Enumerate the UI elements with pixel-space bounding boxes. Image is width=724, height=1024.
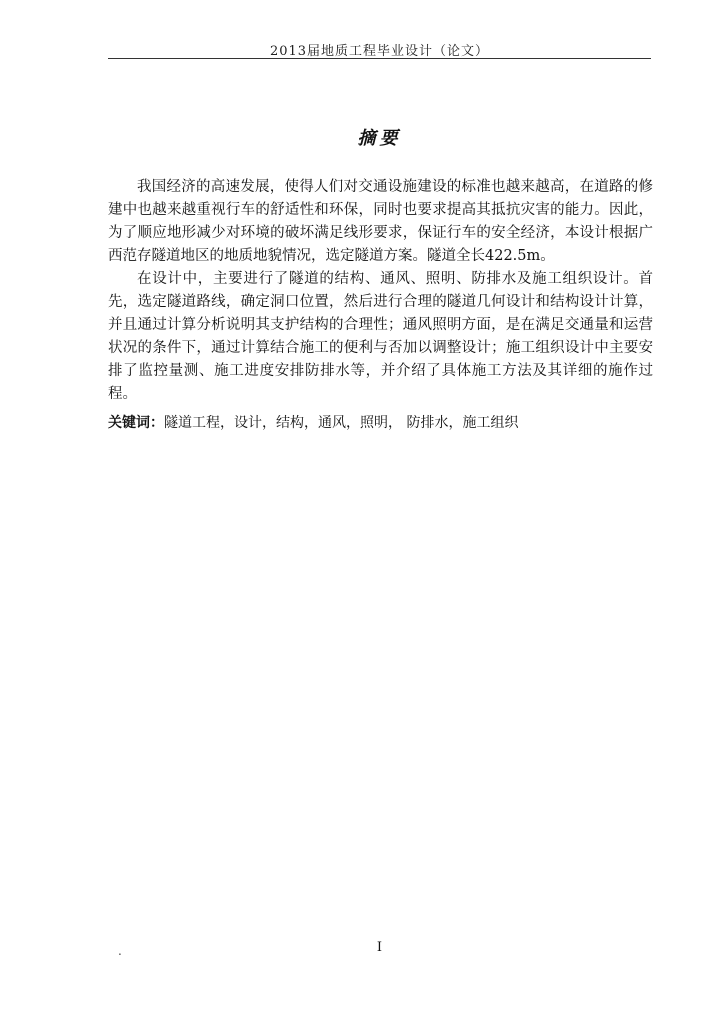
abstract-title: 摘要: [357, 128, 402, 149]
abstract-body: [108, 176, 653, 406]
abstract-paragraph-2: 在设计中，主要进行了隧道的结构、通风、照明、防排水及施工组织设计。首先，选定隧道路线，确定洞口位置，然后进行合理的隧道几何设计和结构设计计算，并且通过计算分析说明其支护结构的合理性；通风照明方面，是在满足交通量和运营状况的条件下，通过计算结合施工的便利与否加以调整设计；施工组织设计中主要安排了监控量测、施工进度安排防排水等，并介绍了具体施工方法及其详细的施作过程。: [108, 271, 653, 402]
keywords-line: [108, 412, 653, 432]
abstract-paragraph-1: 我国经济的高速发展，使得人们对交通设施建设的标准也越来越高，在道路的修建中也越来越重视行车的舒适性和环保，同时也要求提高其抵抗灾害的能力。因此，为了顺应地形减少对环境的破坏满足线形要求，保证行车的安全经济，本设计根据广西范存隧道地区的地质地貌情况，选定隧道方案。隧道全长422.5m。: [108, 179, 653, 264]
keywords-text: 隧道工程，设计，结构，通风，照明， 防排水，施工组织: [164, 415, 519, 431]
header-divider: [108, 58, 651, 59]
page-number: I: [376, 940, 383, 955]
keywords-label: 关键词：: [108, 415, 164, 431]
running-header: 2013届地质工程毕业设计（论文）: [269, 44, 490, 59]
footer-mark: .: [118, 944, 122, 958]
